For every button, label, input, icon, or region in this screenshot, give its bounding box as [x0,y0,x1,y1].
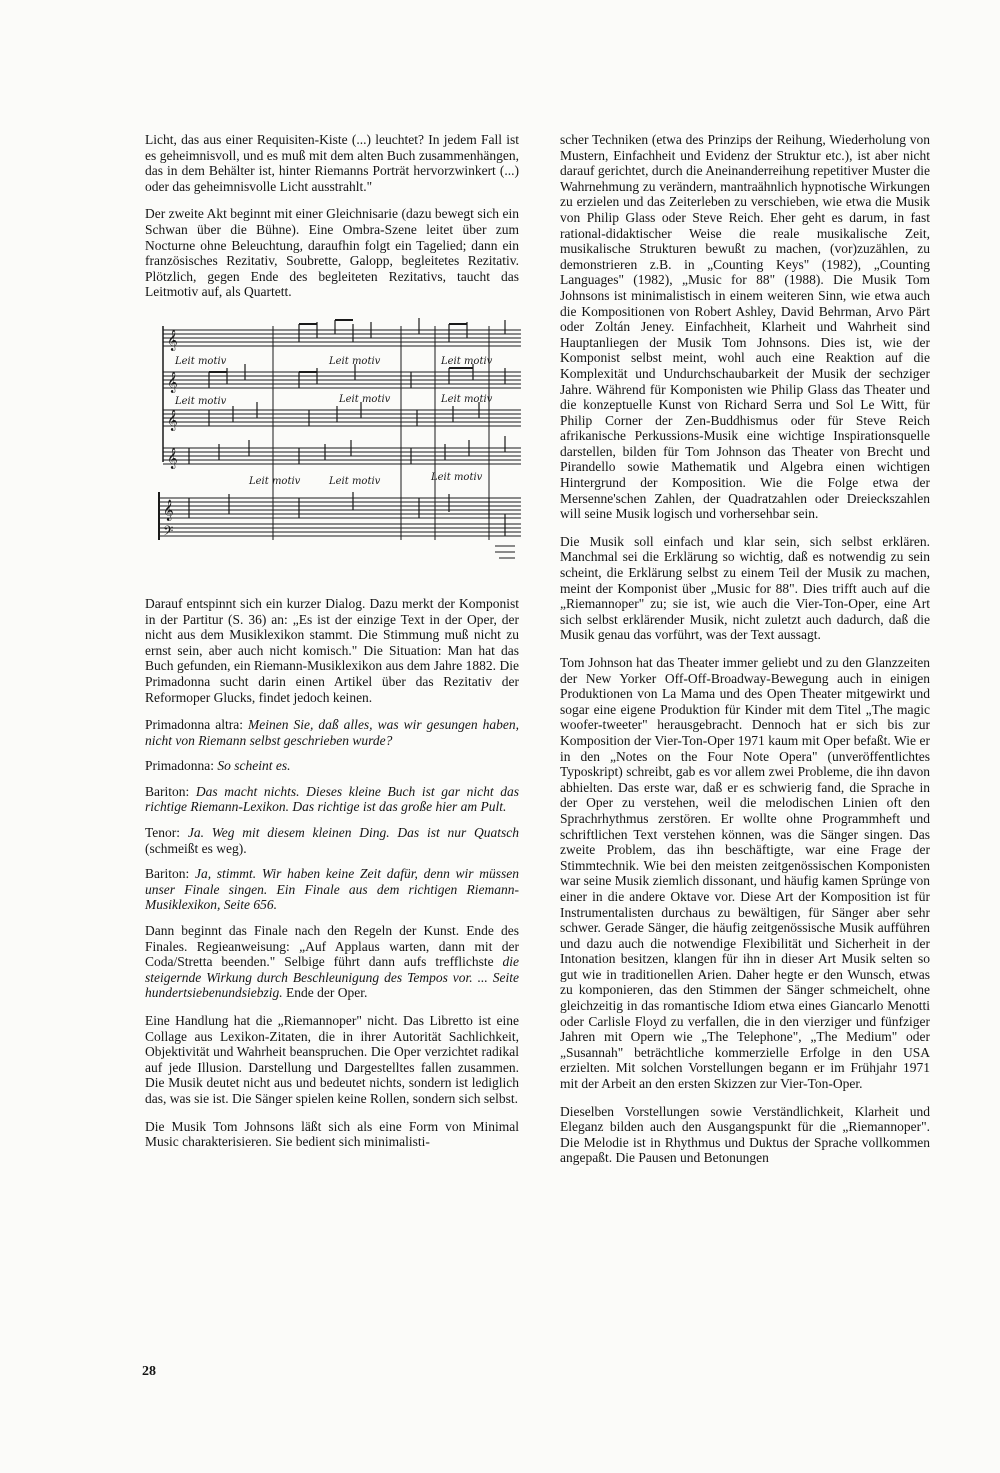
page-number: 28 [142,1364,156,1379]
leitmotiv-label: Leit motiv [441,355,493,367]
stage-direction: (schmeißt es weg). [145,840,247,856]
paragraph: Eine Handlung hat die „Riemannoper" nicht. Das Libretto ist eine Collage aus Lexikon-Zitaten, die in ihrer Autorität Sachlichkeit, Objektivität und Wahrheit beanspruchen. Die Oper verzichtet radikal auf jede Illusion. Darstellung und Dargestelltes fallen zusammen. Die Musik deutet nicht aus und bedeutet nichts, sondern ist lediglich das, was sie ist. Die Sänger spielen keine Rollen, sondern sich selbst. [145,1013,519,1106]
staff-system-2 [163,372,521,388]
staff-system-4 [163,448,521,464]
paragraph: Der zweite Akt beginnt mit einer Gleichnisarie (dazu bewegt sich ein Schwan über die Bühne). Eine Ombra-Szene leitet über zum Nocturne ohne Beleuchtung, daraufhin folgt ein Tagelied; dann ein französisches Rezitativ, Soubrette, Galopp, begleitetes Rezitativ. Plötzlich, gegen Ende des begleiteten Rezitativs, taucht das Leitmotiv auf, als Quartett. [145,206,519,300]
svg-text:𝄞: 𝄞 [167,371,178,393]
paragraph: Die Musik Tom Johnsons läßt sich als eine Form von Minimal Music charakterisieren. Sie bedient sich minimalisti- [145,1118,519,1150]
paragraph: Darauf entspinnt sich ein kurzer Dialog. Dazu merkt der Komponist in der Partitur (S. 36) an: „Es ist der einzige Text in der Oper, der nicht aus dem Musiklexikon stammt. Die Stimmung muß nicht zu ernst sein, aber auch nicht komisch." Die Situation: Man hat das Buch gefunden, ein Riemann-Musiklexikon aus dem Jahre 1882. Die Primadonna sucht darin einen Artikel über das Rezitativ der Reformoper Glucks, findet jedoch keinen. [145,595,519,705]
svg-text:𝄞: 𝄞 [167,447,178,469]
leitmotiv-label: Leit motiv [175,355,227,367]
leitmotiv-label: Leit motiv [441,393,493,405]
paragraph: scher Techniken (etwa des Prinzips der Reihung, Wiederholung von Mustern, Einfachheit und Evidenz der Struktur etc.), ist aber nicht darauf gerichtet, durch die Aneinanderreihung repetitiver Muster die Wahrnehmung zu verändern, mantraähnlich hypnotische Wirkungen zu erzielen und das Zeiterleben zu verschieben, wie etwa die Musik von Philip Glass oder Steve Reich. Eher geht es darum, in fast rational-didaktischer Weise die reale musikalische Zeit, musikalische Strukturen bewußt zu machen, (vor)zuzählen, zu demonstrieren z.B. in „Counting Keys" (1982), „Counting Languages" (1982), „Music for 88" (1988). Die Musik Tom Johnsons ist minimalistisch in einem weiteren Sinn, wie etwa auch die Kompositionen von Robert Ashley, David Behrman, Arvo Pärt oder Zoltán Jeney. Einfachheit, Klarheit und Wahrheit sind Hauptanliegen der Musik Tom Johnsons. Dies ist, wie der Komponist selbst meint, wohl auch eine Reaktion auf die Komplexität und Undurchschaubarkeit der Musik der sechziger Jahre. Während für Komponisten wie Philip Glass das Theater und die konzeptuelle Kunst von Richard Serra und Sol Le Witt, für Philip Corner der Zen-Buddhismus oder für Steve Reich afrikanische Perkussions-Musik eine wichtige Inspirationsquelle darstellen, bilden für Tom Johnson das Theater von Brecht und Pirandello sowie Mathematik und Algebra einen wichtigen Hintergrund der Komposition. Wie die Folge etwa der Mersenne'schen Zahlen, der Quadratzahlen oder Dreieckszahlen will seine Musik logisch und vorhersehbar sein. [560,132,930,522]
spoken-text: Das macht nichts. Dieses kleine Buch ist gar nicht das richtige Riemann-Lexikon. Das richtige ist das große hier am Pult. [145,783,519,815]
dialogue-line [145,866,519,913]
leitmotiv-label: Leit motiv [329,475,381,487]
svg-text:𝄞: 𝄞 [163,499,174,521]
speaker: Bariton: [145,866,190,882]
svg-text:𝄞: 𝄞 [167,329,178,351]
leitmotiv-label: Leit motiv [249,475,301,487]
spoken-text: Ja, stimmt. Wir haben keine Zeit dafür, denn wir müssen unser Finale singen. Ein Finale aus dem richtigen Riemann- Musiklexikon, Seite 656. [145,866,519,913]
paragraph: Licht, das aus einer Requisiten-Kiste (...) leuchtet? In jedem Fall ist es geheimnisvoll, und es muß mit dem alten Buch zusammenhängen, das in dem Behälter ist, hinter Riemanns Porträt hervorzwinkert (...) oder das geheimnisvolle Licht ausstrahlt." [145,132,519,194]
paragraph: Dann beginnt das Finale nach den Regeln der Kunst. Ende des Finales. Regieanweisung: „Auf Applaus warten, dann mit der Coda/Stretta beenden." Selbige führt dann aufs trefflichste die steigernde Wirkung durch Beschleunigung des Tempos vor. ... Seite hundertsiebenundsiebzig. Ende der Oper. [145,923,519,1001]
leitmotiv-label: Leit motiv [329,355,381,367]
staff-system-5 [159,492,521,540]
notes [189,318,515,558]
leitmotiv-label: Leit motiv [175,395,227,407]
speaker: Primadonna altra: [145,717,243,733]
speaker: Primadonna: [145,758,214,774]
speaker: Tenor: [145,825,181,841]
spoken-text: Ja. Weg mit diesem kleinen Ding. Das ist nur Quatsch [187,825,520,841]
leitmotiv-label: Leit motiv [431,471,483,483]
svg-text:𝄞: 𝄞 [167,409,178,431]
right-column [560,132,930,1178]
dialogue-line [145,758,519,774]
music-score-excerpt [149,312,521,570]
spoken-text: Meinen Sie, daß alles, was wir gesungen haben, nicht von Riemann selbst geschrieben wurde? [145,717,520,748]
paragraph: Tom Johnson hat das Theater immer geliebt und zu den Glanzzeiten der New Yorker Off-Off-Broadway-Bewegung auch in einigen Produktionen von La Mama und des Open Theater mitgewirkt und sogar eine eigene Produktion für Kinder mit dem Titel „The magic woofer-tweeter" herausgebracht. Dennoch hat er sich bis zur Komposition der Vier-Ton-Oper 1971 kaum mit Oper befaßt. Wie er in den „Notes on the Four Note Opera" (unveröffentlichtes Typoskript) schreibt, gab es vor allem zwei Probleme, die ihn davon abhielten. Das erste war, daß er es schwierig fand, die Sprache in der Oper zu verstehen, weil die melodischen Linien oft den Sprachrhythmus zerstören. Er wollte ohne Programmheft und schriftlichen Text verstehen können, was die Sänger singen. Das zweite Problem, das ihn beschäftigte, war eine Frage der Stimmtechnik. Wie bei den meisten zeitgenössischen Komponisten war seine Musik ziemlich dissonant, und häufig kamen Sprünge von einer in die andere Oktave vor. Diese Art der Komposition ist für Instrumentalisten durchaus zu bewältigen, für Sänger aber sehr schwer. Gerade Sänger, die häufig zeitgenössische Musik aufführen und dazu auch die notwendige Flexibilität und Sicherheit in der Intonation besitzen, klangen für ihn in dieser Art Musik selten so gut wie in traditionellen Arien. Daher hegte er den Wunsch, etwas zu komponieren, das den Stimmen der Sänger schmeichelt, ohne gleichzeitig in das romantische Idiom etwa eines Giancarlo Menotti oder Carlisle Floyd zu verfallen, die in den vierziger und fünfziger Jahren mit Opern wie „The Telephone", „The Medium" oder „Susannah" beträchtliche kommerzielle Erfolge in den USA erzielten. Mit solchen Vorstellungen begann er im Frühjahr 1971 mit der Arbeit an den ersten Skizzen zur Vier-Ton-Oper. [560,655,930,1092]
left-column [145,132,519,1162]
dialogue-line [145,717,519,748]
spoken-text: So scheint es. [217,758,291,774]
paragraph: Dieselben Vorstellungen sowie Verständlichkeit, Klarheit und Eleganz bilden auch den Ausgangspunkt für die „Riemannoper". Die Melodie ist in Rhythmus und Duktus der Sprache vollkommen angepaßt. Die Pausen und Betonungen [560,1103,930,1166]
staff-system-3 [163,410,521,426]
svg-text:𝄢: 𝄢 [163,522,174,542]
leitmotiv-label: Leit motiv [339,393,391,405]
dialogue-line [145,784,519,815]
dialogue-line [145,825,519,856]
speaker: Bariton: [145,783,190,799]
paragraph: Die Musik soll einfach und klar sein, sich selbst erklären. Manchmal sei die Erklärung so wichtig, daß es notwendig zu sein scheint, die Erklärung selbst zu einem Teil der Musik zu machen, meint der Komponist über „Music for 88". Dies trifft auch auf die „Riemannoper" zu; sie ist, wie auch die Vier-Ton-Oper, eine Art sich selbst erklärender Musik, nicht zuletzt auch dadurch, daß die Musik genau das vorführt, was der Text aussagt. [560,533,930,643]
